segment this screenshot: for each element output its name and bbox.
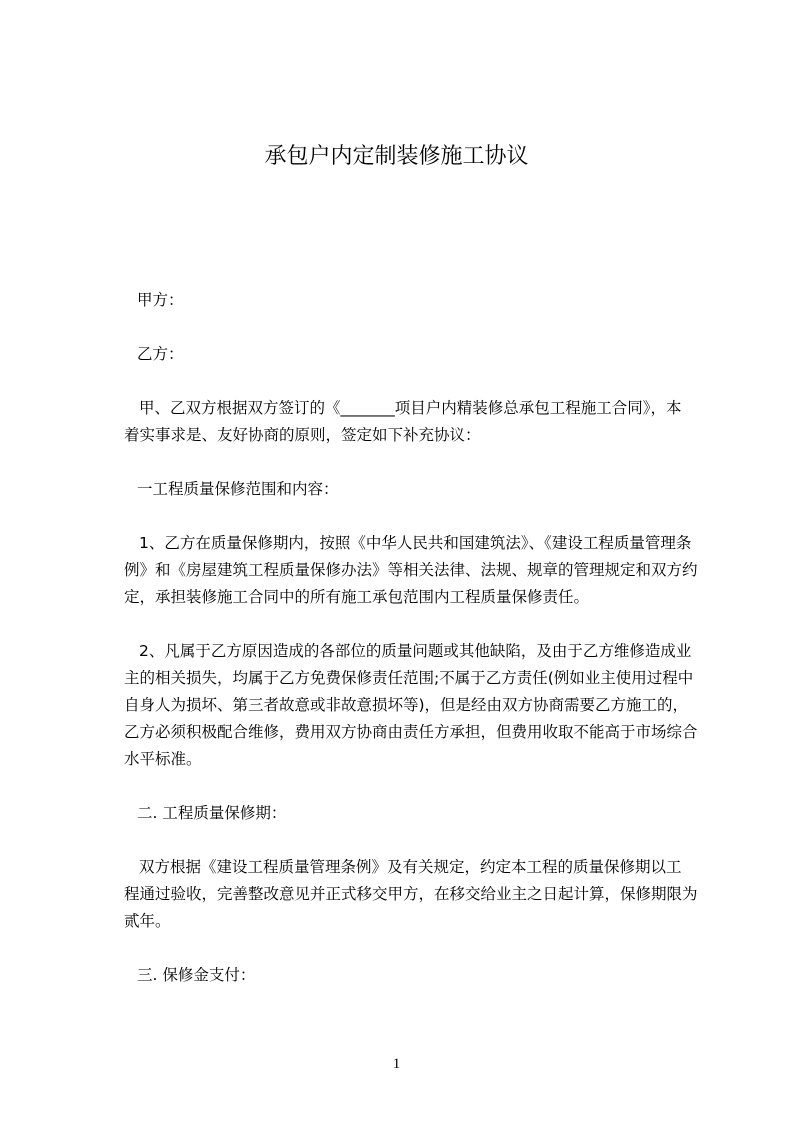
text-line: 例》和《房屋建筑工程质量保修办法》等相关法律、法规、规章的管理规定和双方约 (124, 561, 698, 579)
text-line: 着实事求是、友好协商的原则，签定如下补充协议： (124, 426, 481, 444)
section-2-heading: 二. 工程质量保修期： (137, 804, 287, 822)
text-line: 2、凡属于乙方原因造成的各部位的质量问题或其他缺陷，及由于乙方维修造成业 (139, 642, 692, 660)
text-line: 主的相关损失，均属于乙方免费保修责任范围;不属于乙方责任(例如业主使用过程中 (124, 669, 694, 687)
text-line: 贰年。 (124, 912, 171, 930)
text-line: 自身人为损坏、第三者故意或非故意损坏等)，但是经由双方协商需要乙方施工的， (124, 696, 689, 714)
document-title: 承包户内定制装修施工协议 (264, 144, 529, 169)
section-3-heading: 三. 保修金支付： (137, 966, 256, 984)
section-1-heading: 一工程质量保修范围和内容： (137, 480, 339, 498)
party-b-label: 乙方： (137, 345, 184, 363)
text-line: 水平标准。 (124, 750, 202, 768)
party-a-label: 甲方： (137, 291, 184, 309)
text-line: 定，承担装修施工合同中的所有施工承包范围内工程质量保修责任。 (124, 588, 590, 606)
text-line: 双方根据《建设工程质量管理条例》及有关规定，约定本工程的质量保修期以工 (139, 858, 682, 876)
text-line: 乙方必须积极配合维修，费用双方协商由责任方承担，但费用收取不能高于市场综合 (124, 723, 698, 741)
text-line: 程通过验收，完善整改意见并正式移交甲方，在移交给业主之日起计算，保修期限为 (124, 885, 698, 903)
page-number: 1 (392, 1056, 401, 1072)
text-line: 1、乙方在质量保修期内，按照《中华人民共和国建筑法》、《建设工程质量管理条 (139, 534, 692, 552)
text-line: 甲、乙双方根据双方签订的《_______项目户内精装修总承包工程施工合同》，本 (139, 399, 682, 417)
